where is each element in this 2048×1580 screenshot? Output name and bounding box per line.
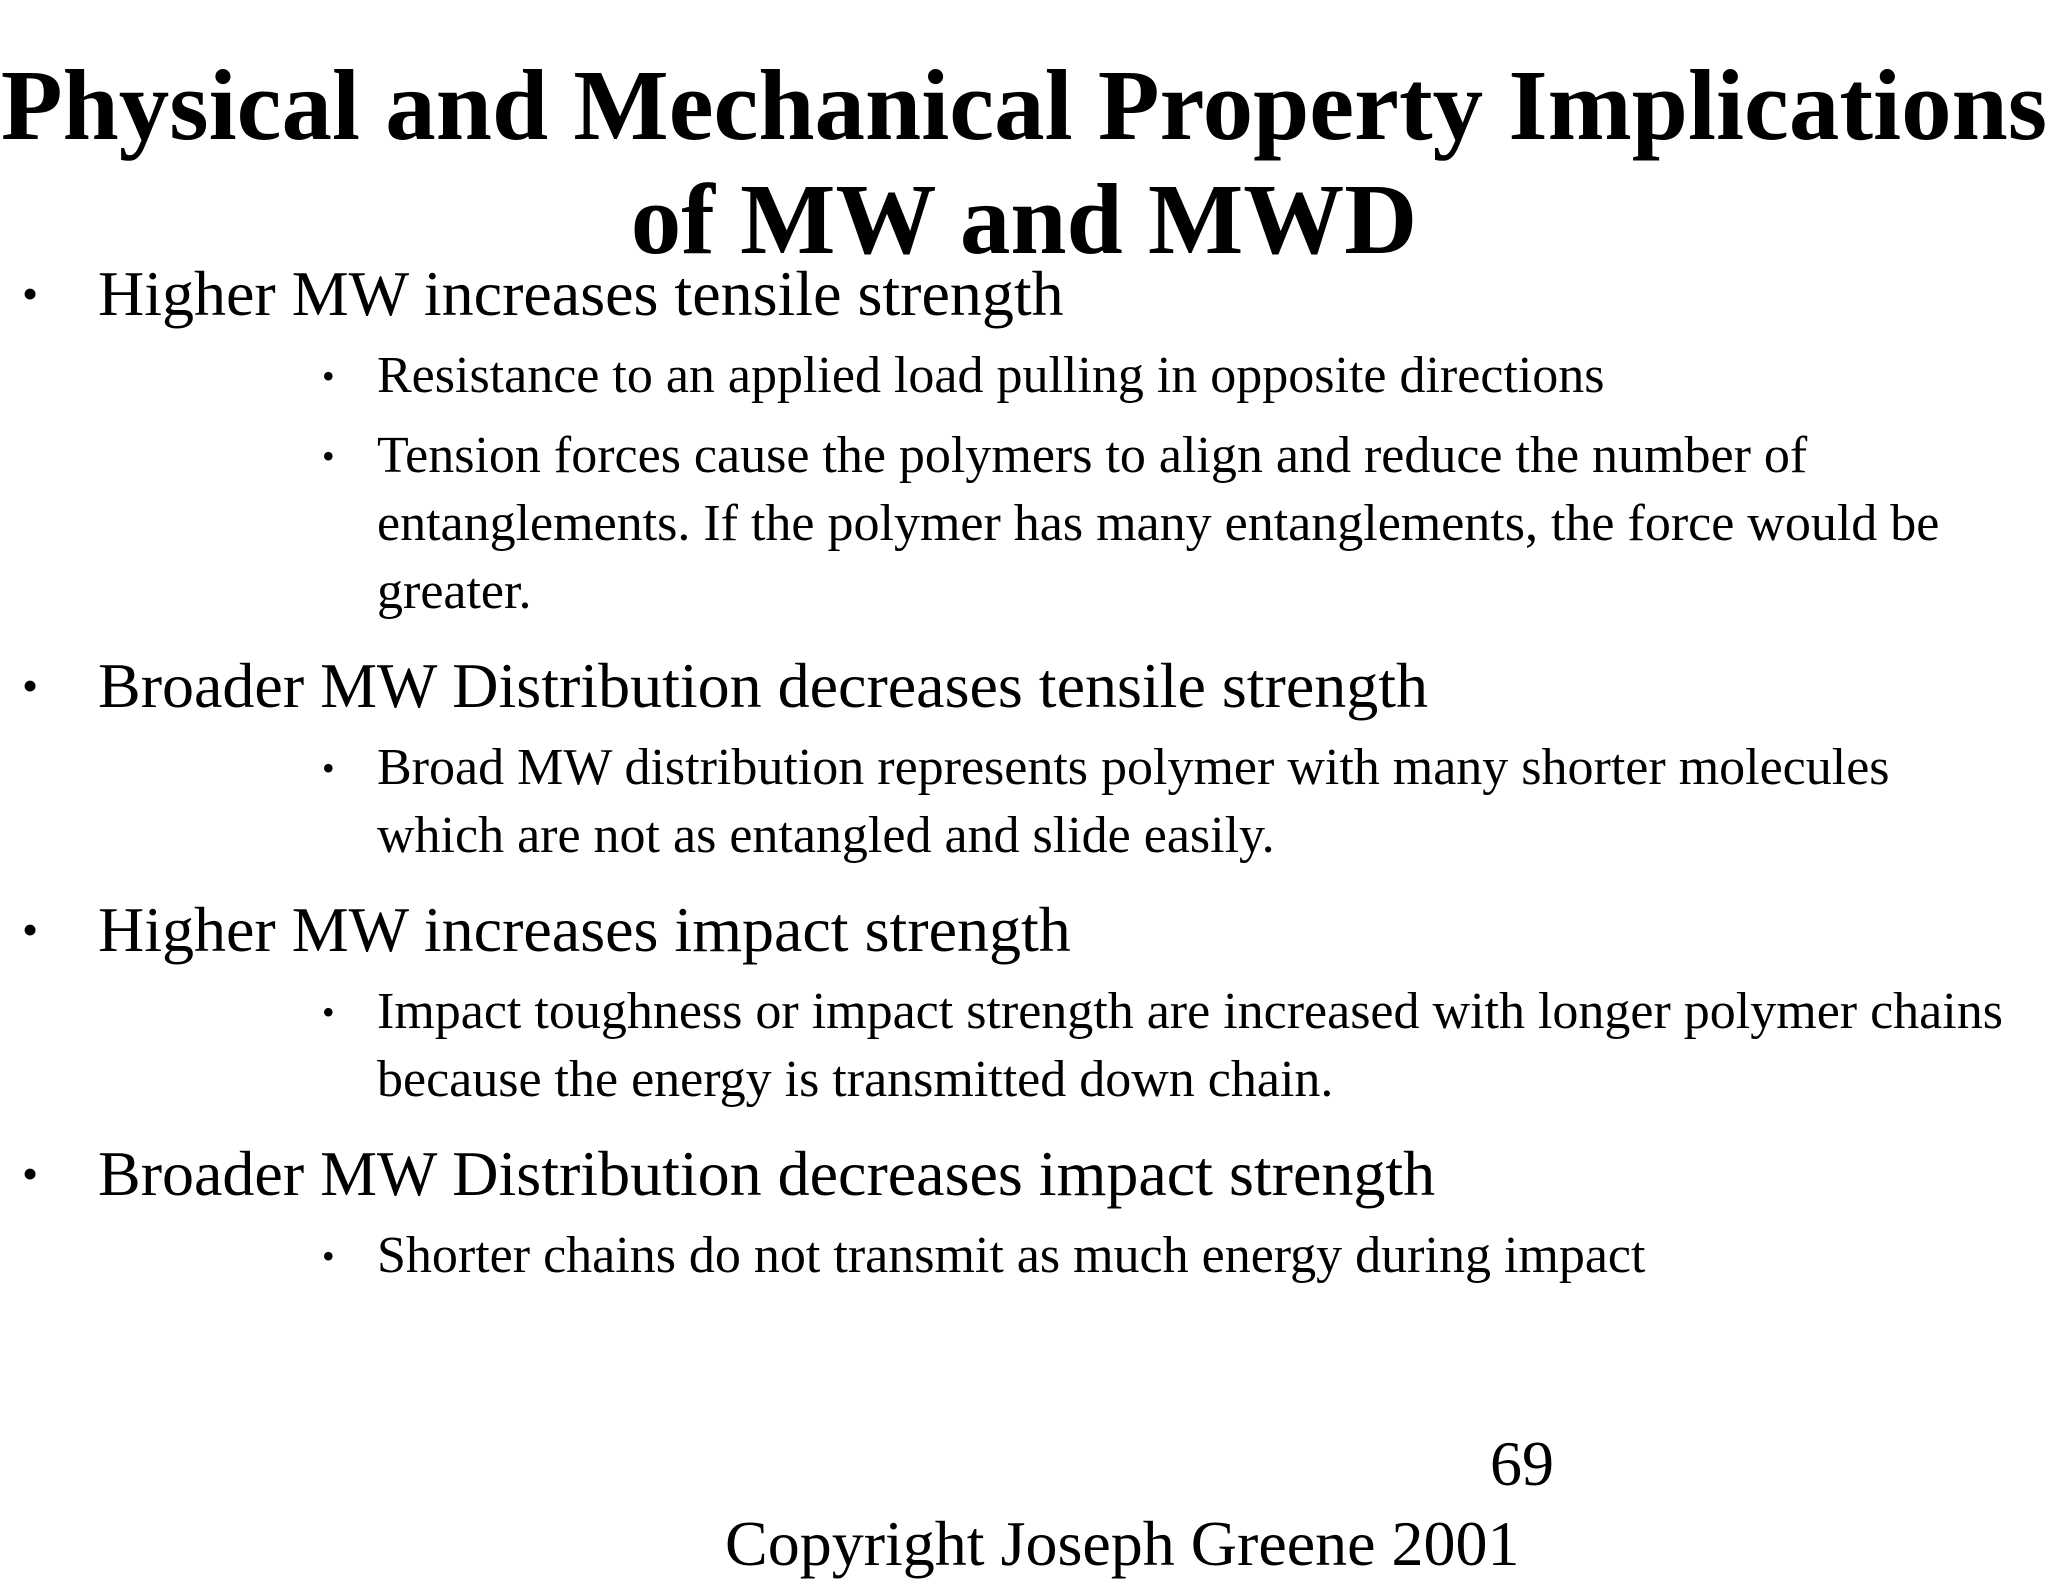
sub-bullet-text: Shorter chains do not transmit as much energy during impact xyxy=(377,1227,1646,1284)
sub-bullet-item xyxy=(98,342,2048,410)
sub-bullet-text: Tension forces cause the polymers to align and reduce the number of entanglements. If the polymer has many entanglements, the force would be greater. xyxy=(377,427,1940,620)
bullet-icon: • xyxy=(22,904,39,955)
slide-title: Physical and Mechanical Property Implications of MW and MWD xyxy=(0,49,2048,275)
sub-bullet-text: Impact toughness or impact strength are increased with longer polymer chains because the energy is transmitted down chain. xyxy=(377,983,2003,1108)
page-number: 69 xyxy=(1490,1428,1554,1499)
bullet-item xyxy=(0,1138,2048,1290)
bullet-icon: • xyxy=(22,660,39,711)
sub-bullet-icon: • xyxy=(322,356,335,396)
sub-bullet-list xyxy=(98,1222,2048,1290)
bullet-icon: • xyxy=(22,268,39,319)
sub-bullet-list xyxy=(98,978,2048,1114)
bullet-item xyxy=(0,894,2048,1114)
bullet-text: Higher MW increases tensile strength xyxy=(98,258,1064,329)
bullet-icon: • xyxy=(22,1148,39,1199)
sub-bullet-list xyxy=(98,342,2048,626)
sub-bullet-item xyxy=(98,978,2048,1114)
bullet-text: Broader MW Distribution decreases tensile strength xyxy=(98,650,1429,721)
sub-bullet-item xyxy=(98,422,2048,626)
sub-bullet-icon: • xyxy=(322,436,335,476)
sub-bullet-item xyxy=(98,1222,2048,1290)
sub-bullet-icon: • xyxy=(322,748,335,788)
sub-bullet-list xyxy=(98,734,2048,870)
sub-bullet-text: Broad MW distribution represents polymer with many shorter molecules which are not as entangled and slide easily. xyxy=(377,739,1890,864)
bullet-item xyxy=(0,258,2048,626)
bullet-item xyxy=(0,650,2048,870)
sub-bullet-text: Resistance to an applied load pulling in opposite directions xyxy=(377,347,1605,404)
bullet-text: Broader MW Distribution decreases impact strength xyxy=(98,1138,1436,1209)
sub-bullet-item xyxy=(98,734,2048,870)
sub-bullet-icon: • xyxy=(322,1236,335,1276)
sub-bullet-icon: • xyxy=(322,992,335,1032)
copyright-notice: Copyright Joseph Greene 2001 xyxy=(725,1508,1520,1579)
bullet-text: Higher MW increases impact strength xyxy=(98,894,1071,965)
bullet-list xyxy=(0,258,2048,1290)
